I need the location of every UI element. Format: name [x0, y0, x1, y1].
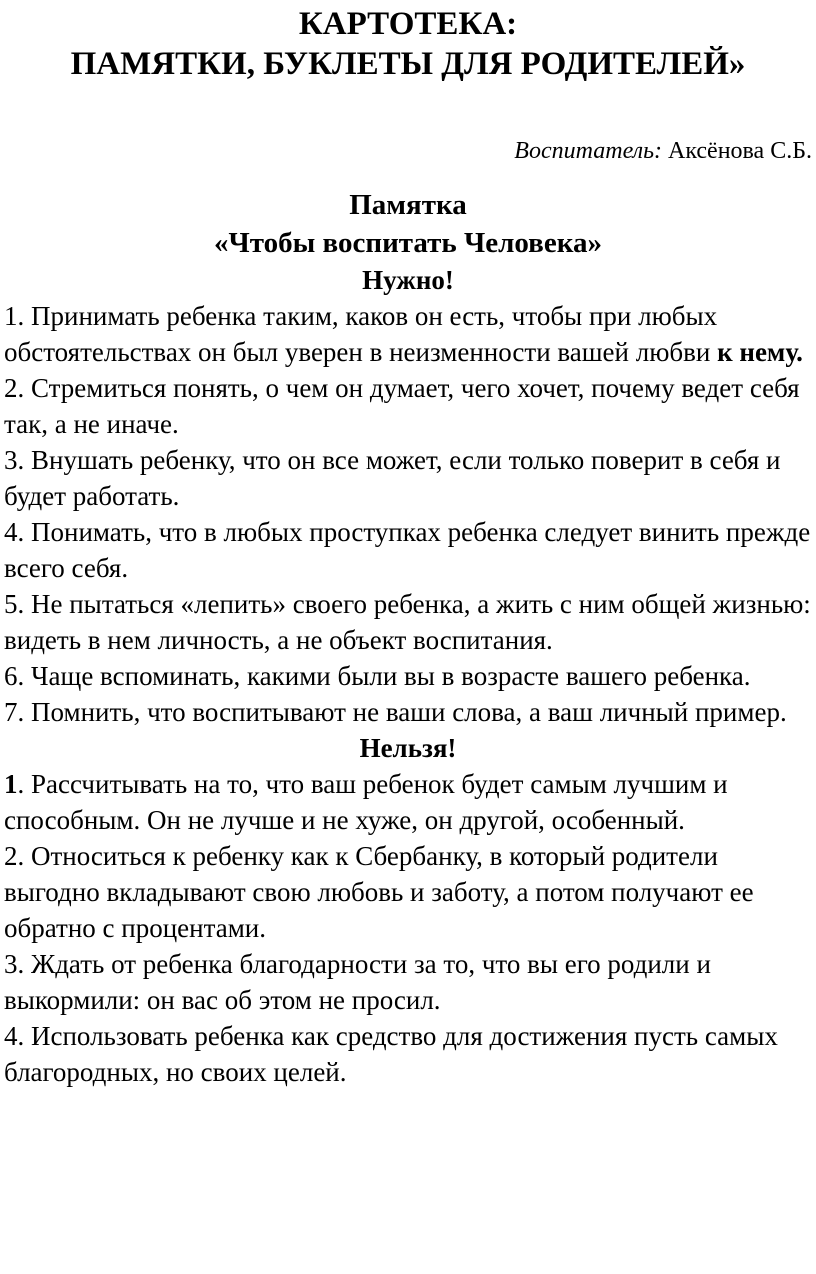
mustnot-heading: Нельзя! [359, 733, 457, 763]
memo-title: «Чтобы воспитать Человека» [214, 227, 602, 259]
must-heading: Нужно! [362, 265, 454, 295]
must-item-5: 5. Не пытаться «лепить» своего ребенка, а жить с ним общей жизнью: видеть в нем личность, а не объект воспитания. [4, 589, 811, 655]
mustnot-item-3: 3. Ждать от ребенка благодарности за то, что вы его родили и выкормили: он вас об этом не просил. [4, 949, 711, 1015]
memo-heading [4, 186, 812, 262]
author-name: Аксёнова С.Б. [668, 138, 812, 164]
mustnot-item-4: 4. Использовать ребенка как средство для достижения пусть самых благородных, но своих целей. [4, 1021, 778, 1087]
must-list [4, 298, 812, 730]
must-item-4: 4. Понимать, что в любых проступках ребенка следует винить прежде всего себя. [4, 517, 811, 583]
mustnot-item-2: 2. Относиться к ребенку как к Сбербанку, в который родители выгодно вкладывают свою любовь и заботу, а потом получают ее обратно с процентами. [4, 841, 754, 943]
must-item-6: 6. Чаще вспоминать, какими были вы в возрасте вашего ребенка. [4, 661, 751, 691]
mustnot-item-1-text: . Рассчитывать на то, что ваш ребенок будет самым лучшим и способным. Он не лучше и не хуже, он другой, особенный. [4, 769, 728, 835]
must-item-2: 2. Стремиться понять, о чем он думает, чего хочет, почему ведет себя так, а не иначе. [4, 373, 800, 439]
title-line-1: КАРТОТЕКА: [298, 6, 518, 42]
mustnot-list [4, 766, 812, 1090]
memo-label: Памятка [349, 189, 467, 221]
must-item-3: 3. Внушать ребенку, что он все может, если только поверит в себя и будет работать. [4, 445, 781, 511]
mustnot-item-1 [4, 766, 812, 838]
must-item-1-bold: к нему. [717, 337, 803, 367]
must-item-1 [4, 298, 812, 370]
must-item-7: 7. Помнить, что воспитывают не ваши слова, а ваш личный пример. [4, 697, 787, 727]
document-title [4, 4, 812, 84]
author-role: Воспитатель: [514, 138, 662, 164]
author-line [4, 136, 812, 166]
title-line-2: ПАМЯТКИ, БУКЛЕТЫ ДЛЯ РОДИТЕЛЕЙ» [70, 46, 746, 82]
must-item-1-text: 1. Принимать ребенка таким, каков он есть, чтобы при любых обстоятельствах он был уверен в неизменности вашей любви [4, 301, 718, 367]
mustnot-item-1-number: 1 [4, 769, 18, 799]
